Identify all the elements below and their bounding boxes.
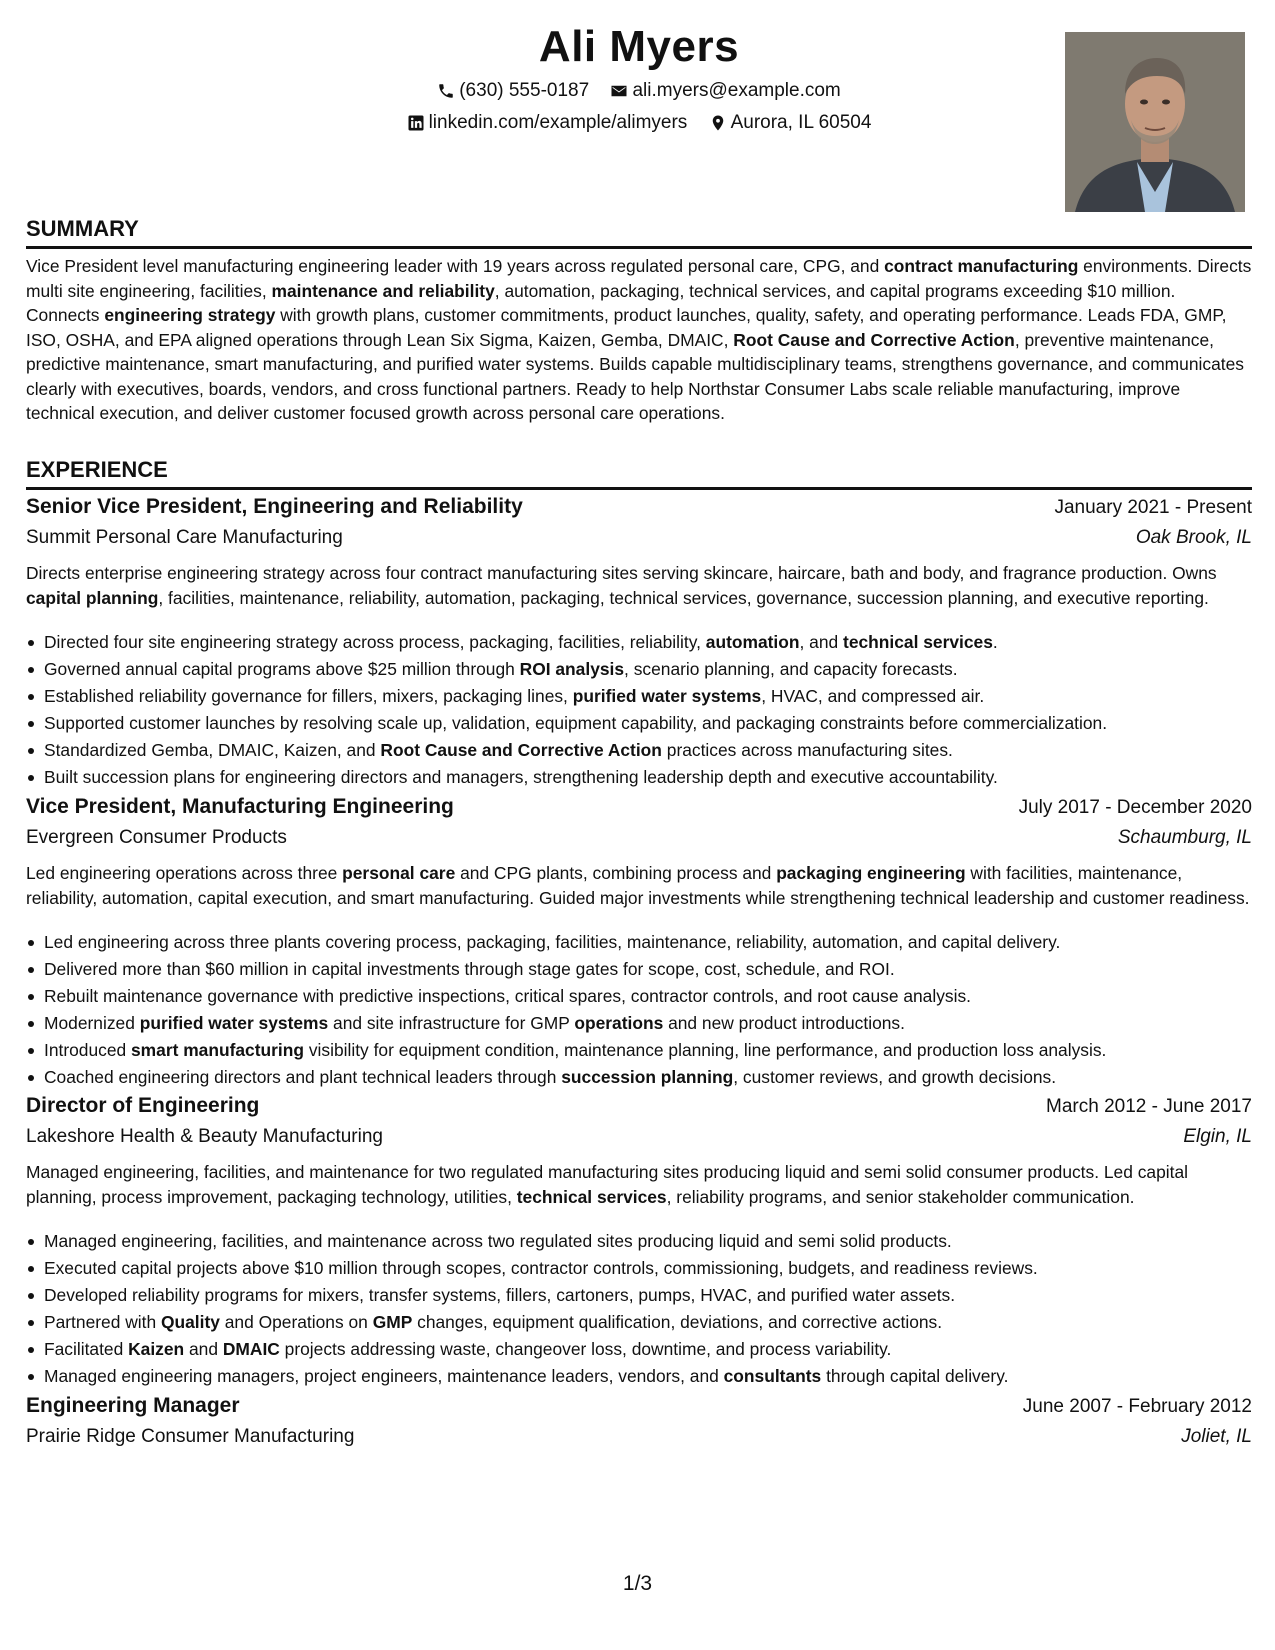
bullet-item xyxy=(26,1010,1252,1037)
text-run: and new product introductions. xyxy=(663,1013,905,1033)
text-run: Managed engineering, facilities, and maintenance for two regulated manufacturing sites producing liquid and semi solid consumer products. Led capital planning, process improvement, packaging technology, utilities, xyxy=(26,1162,1188,1207)
text-run: and Operations on xyxy=(219,1312,373,1332)
emphasis-text: purified water systems xyxy=(139,1013,329,1033)
bullet-item xyxy=(26,1282,1252,1309)
job-dates: June 2007 - February 2012 xyxy=(1022,1396,1252,1417)
text-run: Supported customer launches by resolving scale up, validation, equipment capability, and packaging constraints before commercialization. xyxy=(44,713,1108,733)
job-description xyxy=(26,861,1252,910)
text-run: environments. Directs multi site engineering, facilities, xyxy=(26,256,1252,301)
map-pin-icon xyxy=(709,114,727,132)
text-run: projects addressing waste, changeover loss, downtime, and process variability. xyxy=(279,1339,892,1359)
summary-text xyxy=(26,254,1252,426)
text-run: and site infrastructure for GMP xyxy=(328,1013,575,1033)
text-run: , reliability programs, and senior stakeholder communication. xyxy=(666,1186,1135,1207)
emphasis-text: technical services xyxy=(843,632,993,652)
text-run: Developed reliability programs for mixers, transfer systems, fillers, cartoners, pumps, HVAC, and purified water assets. xyxy=(44,1285,956,1305)
job-company: Summit Personal Care Manufacturing xyxy=(26,527,343,548)
emphasis-text: automation xyxy=(705,632,800,652)
job-bullets xyxy=(26,1228,1252,1390)
job-dates: January 2021 - Present xyxy=(1054,497,1252,518)
text-run: Managed engineering managers, project engineers, maintenance leaders, vendors, and xyxy=(44,1366,724,1386)
text-run: , and xyxy=(799,632,844,652)
text-run: with facilities, maintenance, reliability, automation, capital execution, and smart manufacturing. Guided major investments while strengthening technical leadership and customer readiness. xyxy=(26,863,1250,908)
emphasis-text: engineering strategy xyxy=(104,305,276,325)
bullet-item xyxy=(26,1363,1252,1390)
job-title: Director of Engineering xyxy=(26,1094,260,1117)
section-title-experience: EXPERIENCE xyxy=(26,457,1252,490)
bullet-item xyxy=(26,737,1252,764)
section-title-summary: SUMMARY xyxy=(26,216,1252,249)
text-run: visibility for equipment condition, maintenance planning, line performance, and production loss analysis. xyxy=(304,1040,1107,1060)
bullet-item xyxy=(26,1064,1252,1091)
job-location: Joliet, IL xyxy=(1181,1426,1252,1447)
emphasis-text: GMP xyxy=(372,1312,413,1332)
emphasis-text: operations xyxy=(574,1013,664,1033)
contact-phone xyxy=(437,80,589,102)
text-run: Directed four site engineering strategy across process, packaging, facilities, reliability, xyxy=(44,632,706,652)
text-run: , preventive maintenance, predictive maintenance, smart manufacturing, and purified water systems. Builds capable multidisciplinary teams, strengthens governance, and communicates clearly with executives, boards, vendors, and cross functional partners. Ready to help Northstar Consumer Labs scale reliable manufacturing, improve technical execution, and deliver customer focused growth across personal care operations. xyxy=(26,329,1244,423)
location-text: Aurora, IL 60504 xyxy=(730,112,872,133)
text-run: , automation, packaging, technical services, and capital programs exceeding $10 million. Connects xyxy=(26,280,1176,325)
job-description xyxy=(26,1160,1252,1209)
job-dates: July 2017 - December 2020 xyxy=(1018,797,1252,818)
job-dates: March 2012 - June 2017 xyxy=(1046,1096,1252,1117)
linkedin-icon xyxy=(407,114,425,132)
text-run: and CPG plants, combining process and xyxy=(455,863,777,883)
text-run: Governed annual capital programs above $25 million through xyxy=(44,659,520,679)
emphasis-text: packaging engineering xyxy=(776,863,966,883)
text-run: Executed capital projects above $10 million through scopes, contractor controls, commissioning, budgets, and readiness reviews. xyxy=(44,1258,1038,1278)
job-description xyxy=(26,561,1252,610)
text-run: Directs enterprise engineering strategy across four contract manufacturing sites serving skincare, haircare, bath and body, and fragrance production. Owns xyxy=(26,563,1217,583)
job-bullets xyxy=(26,629,1252,791)
emphasis-text: Kaizen xyxy=(128,1339,185,1359)
job-title: Senior Vice President, Engineering and Reliability xyxy=(26,495,523,518)
job-bullets xyxy=(26,929,1252,1091)
contact-linkedin[interactable] xyxy=(407,112,688,134)
candidate-name: Ali Myers xyxy=(538,22,740,71)
bullet-item xyxy=(26,983,1252,1010)
text-run: Led engineering operations across three xyxy=(26,863,343,883)
experience-entry xyxy=(26,795,1252,1085)
text-run: , customer reviews, and growth decisions. xyxy=(733,1067,1057,1087)
linkedin-text: linkedin.com/example/alimyers xyxy=(428,112,688,133)
emphasis-text: contract manufacturing xyxy=(884,256,1079,276)
resume-header xyxy=(26,20,1252,220)
bullet-item xyxy=(26,1309,1252,1336)
experience-entry xyxy=(26,495,1252,785)
text-run: with growth plans, customer commitments, product launches, quality, safety, and operating performance. Leads FDA, GMP, ISO, OSHA, and EPA aligned operations through Lean Six Sigma, Kaizen, Gemba, DMAIC, xyxy=(26,305,1227,350)
envelope-icon xyxy=(610,82,628,100)
text-run: practices across manufacturing sites. xyxy=(661,740,953,760)
bullet-item xyxy=(26,710,1252,737)
emphasis-text: smart manufacturing xyxy=(131,1040,304,1060)
text-run: Built succession plans for engineering directors and managers, strengthening leadership depth and executive accountability. xyxy=(44,767,998,787)
text-run: Managed engineering, facilities, and maintenance across two regulated sites producing liquid and semi solid products. xyxy=(44,1231,952,1251)
experience-entry xyxy=(26,1394,1252,1464)
emphasis-text: consultants xyxy=(723,1366,822,1386)
job-company: Prairie Ridge Consumer Manufacturing xyxy=(26,1426,355,1447)
text-run: , scenario planning, and capacity forecasts. xyxy=(624,659,958,679)
job-title: Vice President, Manufacturing Engineering xyxy=(26,795,454,818)
text-run: Delivered more than $60 million in capital investments through stage gates for scope, cost, schedule, and ROI. xyxy=(44,959,895,979)
experience-entry xyxy=(26,1094,1252,1384)
text-run: changes, equipment qualification, deviations, and corrective actions. xyxy=(412,1312,943,1332)
emphasis-text: ROI analysis xyxy=(519,659,625,679)
text-run: . xyxy=(992,632,998,652)
emphasis-text: Root Cause and Corrective Action xyxy=(733,329,1015,350)
text-run: through capital delivery. xyxy=(821,1366,1009,1386)
job-location: Oak Brook, IL xyxy=(1135,527,1252,548)
emphasis-text: maintenance and reliability xyxy=(271,280,495,301)
text-run: , HVAC, and compressed air. xyxy=(761,686,985,706)
emphasis-text: purified water systems xyxy=(572,686,762,706)
job-title: Engineering Manager xyxy=(26,1394,240,1417)
bullet-item xyxy=(26,629,1252,656)
text-run: Facilitated xyxy=(44,1339,129,1359)
contact-email[interactable] xyxy=(610,80,840,102)
text-run: Established reliability governance for fillers, mixers, packaging lines, xyxy=(44,686,573,706)
text-run: Vice President level manufacturing engineering leader with 19 years across regulated personal care, CPG, and xyxy=(26,256,885,276)
bullet-item xyxy=(26,764,1252,791)
emphasis-text: Root Cause and Corrective Action xyxy=(380,740,662,760)
bullet-item xyxy=(26,1228,1252,1255)
bullet-item xyxy=(26,1336,1252,1363)
emphasis-text: technical services xyxy=(516,1186,667,1207)
phone-icon xyxy=(437,82,455,100)
bullet-item xyxy=(26,683,1252,710)
job-company: Evergreen Consumer Products xyxy=(26,827,287,848)
bullet-item xyxy=(26,1037,1252,1064)
text-run: Standardized Gemba, DMAIC, Kaizen, and xyxy=(44,740,381,760)
text-run: Introduced xyxy=(44,1040,132,1060)
job-location: Elgin, IL xyxy=(1183,1126,1252,1147)
profile-photo xyxy=(1065,32,1245,212)
text-run: , facilities, maintenance, reliability, automation, packaging, technical services, governance, succession planning, and executive reporting. xyxy=(158,587,1209,608)
job-company: Lakeshore Health & Beauty Manufacturing xyxy=(26,1126,383,1147)
text-run: and xyxy=(184,1339,223,1359)
bullet-item xyxy=(26,956,1252,983)
emphasis-text: Quality xyxy=(160,1312,220,1332)
bullet-item xyxy=(26,656,1252,683)
text-run: Modernized xyxy=(44,1013,140,1033)
bullet-item xyxy=(26,1255,1252,1282)
phone-text: (630) 555-0187 xyxy=(459,80,590,101)
text-run: Partnered with xyxy=(44,1312,161,1332)
text-run: Coached engineering directors and plant technical leaders through xyxy=(44,1067,562,1087)
emphasis-text: personal care xyxy=(342,863,456,883)
job-location: Schaumburg, IL xyxy=(1117,827,1252,848)
emphasis-text: DMAIC xyxy=(222,1339,280,1359)
text-run: Led engineering across three plants covering process, packaging, facilities, maintenance, reliability, automation, and capital delivery. xyxy=(44,932,1061,952)
text-run: Rebuilt maintenance governance with predictive inspections, critical spares, contractor controls, and root cause analysis. xyxy=(44,986,972,1006)
emphasis-text: succession planning xyxy=(561,1067,734,1087)
email-text: ali.myers@example.com xyxy=(632,80,841,101)
emphasis-text: capital planning xyxy=(26,587,159,608)
page-number: 1/3 xyxy=(622,1572,653,1595)
bullet-item xyxy=(26,929,1252,956)
contact-location xyxy=(709,112,872,134)
